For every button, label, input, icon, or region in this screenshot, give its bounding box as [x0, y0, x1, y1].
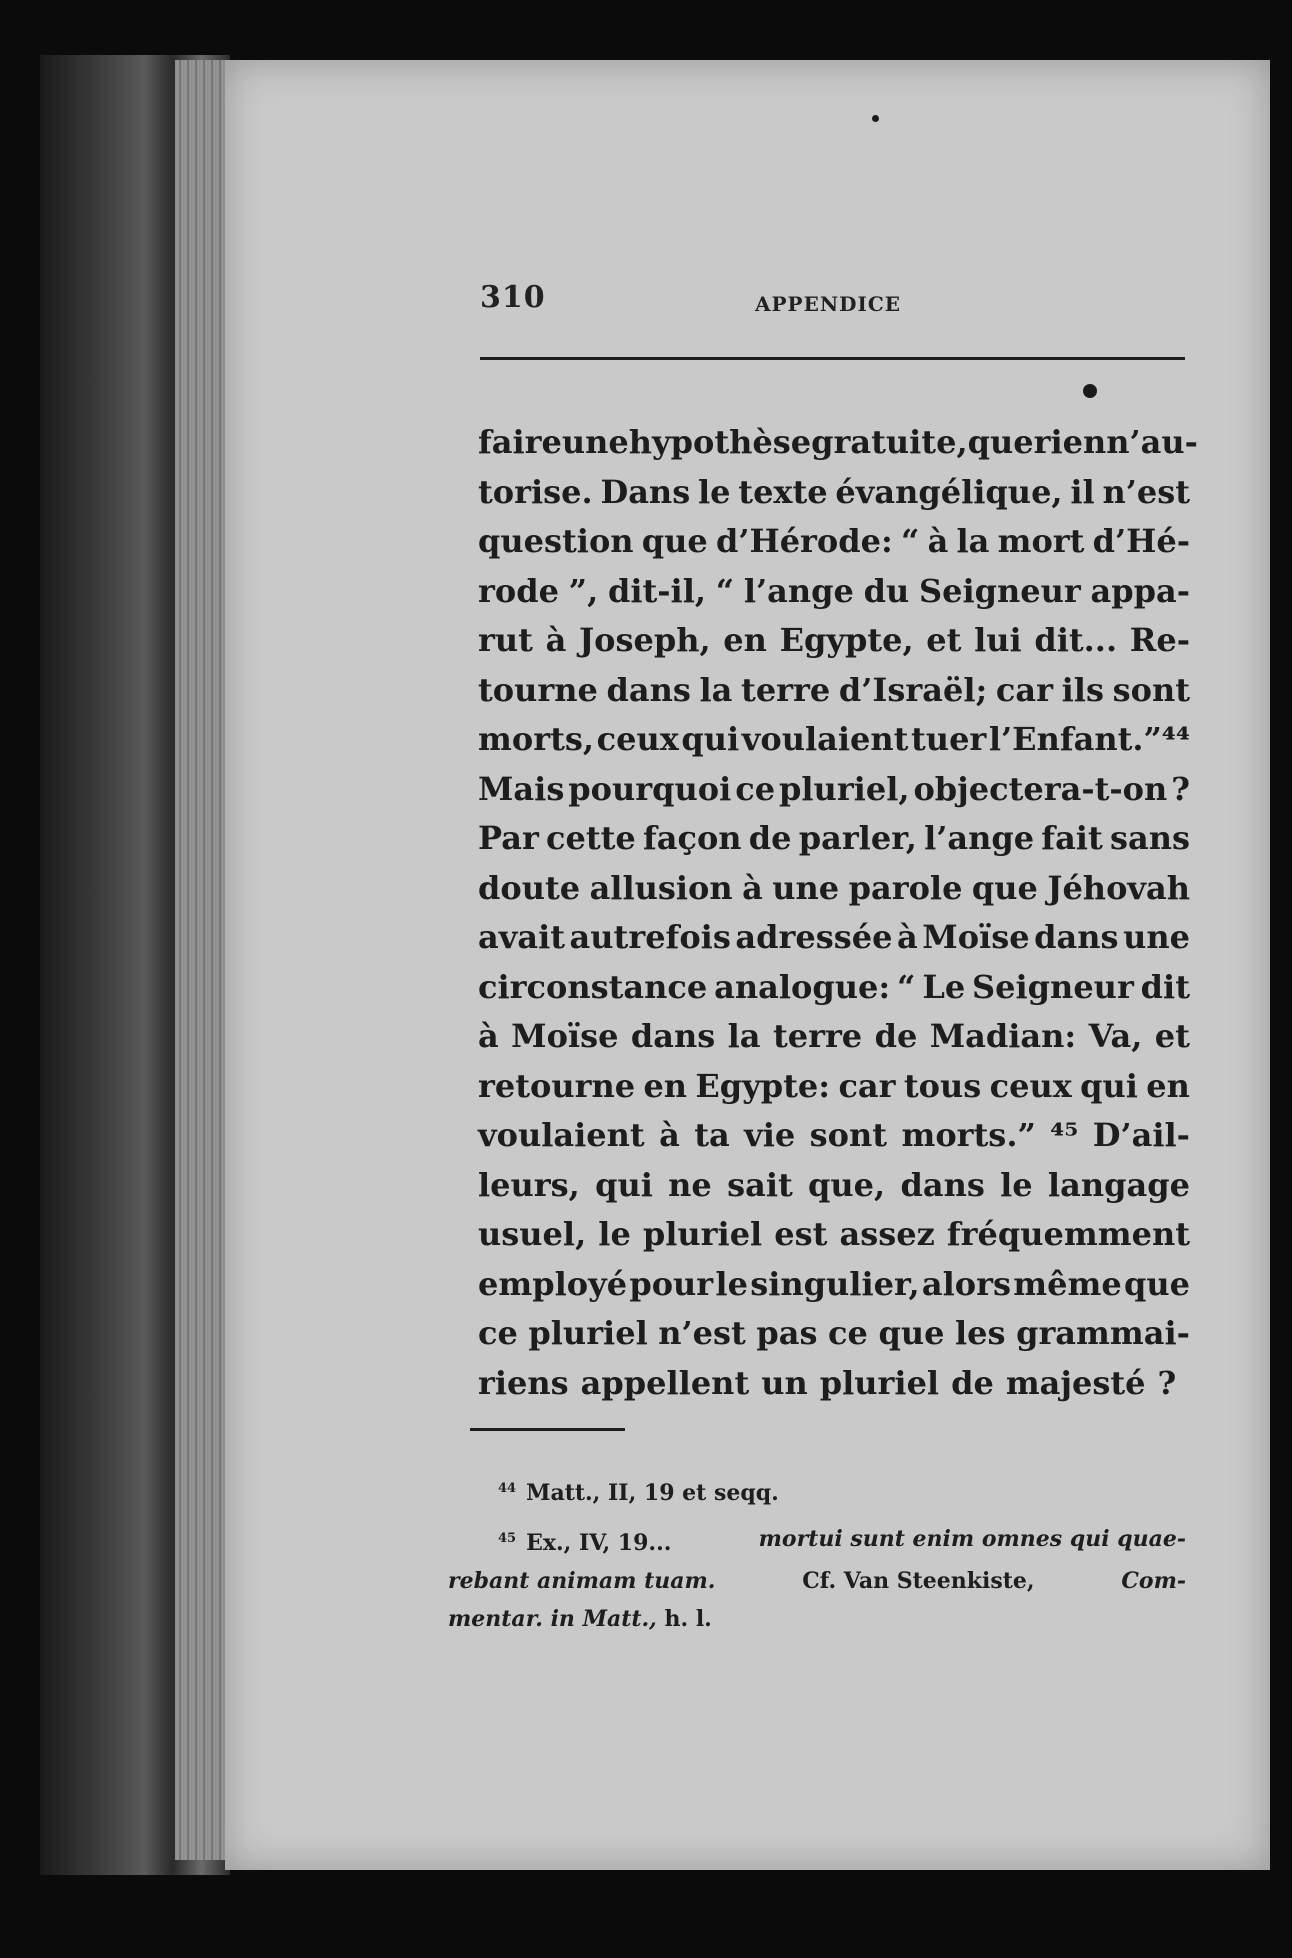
body-line: [478, 1260, 1190, 1310]
word: sont: [809, 1116, 888, 1154]
word: que,: [808, 1165, 886, 1204]
word: à: [478, 1017, 499, 1055]
body-line: [478, 765, 1190, 815]
word: rut: [478, 621, 533, 659]
body-line: [478, 1062, 1190, 1112]
word: à: [742, 868, 763, 907]
word: sait: [727, 1165, 793, 1204]
word: à: [897, 918, 918, 956]
word: il: [1070, 472, 1095, 511]
word: circonstance: [478, 967, 708, 1006]
word: usuel,: [478, 1215, 587, 1253]
word: avait: [478, 918, 565, 956]
word: cette: [546, 819, 636, 857]
word: “: [900, 522, 920, 560]
word: est: [774, 1215, 828, 1253]
footnote-45: [448, 1520, 1186, 1562]
footnote-text: Ex., IV, 19...: [526, 1530, 672, 1556]
word: dans: [900, 1165, 985, 1204]
word: ”,: [568, 571, 599, 610]
word: fréquemment: [946, 1215, 1190, 1253]
word: les: [954, 1314, 1006, 1352]
word: car: [995, 670, 1053, 709]
word: majesté: [1005, 1363, 1146, 1402]
word: dit-il,: [607, 571, 706, 610]
body-line: [478, 963, 1190, 1013]
word: d’Israël;: [838, 670, 988, 709]
body-line: [478, 1161, 1190, 1211]
word: n’est: [1102, 472, 1190, 511]
word: un: [761, 1363, 808, 1402]
word: assez: [839, 1215, 935, 1253]
word: en: [643, 1066, 688, 1105]
footnotes: [448, 1470, 1186, 1638]
word: sont: [1112, 670, 1190, 709]
running-head: APPENDICE: [755, 292, 901, 316]
word: pluriel: [819, 1363, 940, 1402]
word: employé: [478, 1264, 628, 1303]
word: singulier,: [750, 1264, 920, 1303]
word: langage: [1047, 1165, 1190, 1204]
body-line: [478, 864, 1190, 914]
word: Seigneur: [919, 571, 1081, 610]
word: Madian:: [929, 1017, 1077, 1055]
word: hypothèse: [628, 423, 812, 461]
word: pourquoi: [568, 769, 732, 808]
word: n’est: [658, 1314, 746, 1352]
word: autrefois: [569, 918, 731, 956]
word: ils: [1061, 670, 1104, 709]
word: terre: [741, 670, 831, 709]
word: une: [772, 868, 840, 907]
word: de: [874, 1017, 918, 1055]
word: voulaient: [741, 720, 909, 758]
footnote-text: Cf. Van Steenkiste,: [802, 1568, 1035, 1594]
word: leurs,: [478, 1165, 580, 1204]
word: D’ail-: [1092, 1116, 1190, 1154]
word: tourne: [478, 670, 598, 709]
word: terre: [772, 1017, 863, 1055]
word: le: [598, 1215, 631, 1253]
footnote-45-end: [448, 1600, 1186, 1638]
word: faire: [478, 423, 562, 461]
word: fait: [1041, 819, 1103, 857]
ink-speck: [872, 115, 879, 122]
word: Moïse: [511, 1017, 619, 1055]
word: une: [1123, 918, 1190, 956]
word: “: [897, 967, 916, 1006]
word: même: [1013, 1264, 1122, 1303]
word: alors: [921, 1264, 1011, 1303]
body-line: [478, 468, 1190, 518]
word: que: [878, 1314, 945, 1352]
word: appellent: [580, 1363, 750, 1402]
footnote-rule: [470, 1428, 625, 1431]
footnote-text: Matt., II, 19 et seqq.: [526, 1480, 779, 1506]
footnote-quote: rebant animam tuam.: [448, 1568, 716, 1594]
word: Mais: [478, 769, 565, 808]
word: à: [545, 621, 567, 659]
word: morts.”: [901, 1116, 1036, 1154]
word: le: [697, 472, 731, 511]
word: à: [659, 1116, 680, 1154]
word: la: [699, 670, 733, 709]
word: ?: [1171, 769, 1190, 808]
word: en: [723, 621, 767, 659]
word: dans: [630, 1017, 716, 1055]
word: du: [863, 571, 910, 610]
word: que: [641, 522, 708, 560]
word: ceux: [596, 720, 679, 758]
footnote-marker: 45: [498, 1531, 517, 1546]
word: doute: [478, 868, 581, 907]
word: car: [838, 1066, 896, 1105]
word: évangélique,: [835, 472, 1063, 511]
footnote-text: h. l.: [664, 1606, 712, 1632]
word: question: [478, 522, 634, 560]
word: mort: [997, 522, 1085, 560]
word: le: [1000, 1165, 1033, 1204]
footnote-44: [448, 1470, 1186, 1512]
word: lui: [974, 621, 1022, 659]
word: dit...: [1034, 621, 1118, 659]
word: vie: [744, 1116, 796, 1154]
word: que: [1123, 1264, 1190, 1303]
footnote-marker: 44: [498, 1481, 517, 1496]
word: Le: [922, 967, 966, 1006]
word: l’ange: [924, 819, 1035, 857]
word: l’ange: [743, 571, 854, 610]
body-line: [478, 1210, 1190, 1260]
word: Seigneur: [972, 967, 1134, 1006]
word: Dans: [600, 472, 691, 511]
body-line: [478, 616, 1190, 666]
word: et: [1154, 1017, 1190, 1055]
word: voulaient: [478, 1116, 645, 1154]
word: rode: [478, 571, 559, 610]
word: ne: [668, 1165, 712, 1204]
word: adressée: [735, 918, 893, 956]
header-rule: [480, 357, 1185, 360]
word: dans: [606, 670, 691, 709]
word: de: [951, 1363, 994, 1402]
body-line: [478, 517, 1190, 567]
word: appa-: [1090, 571, 1190, 610]
word: ta: [694, 1116, 730, 1154]
body-line: [478, 666, 1190, 716]
word: pluriel,: [779, 769, 910, 808]
footnote-quote: mortui sunt enim omnes qui quae-: [758, 1526, 1186, 1552]
word: dans: [1034, 918, 1119, 956]
word: la: [727, 1017, 761, 1055]
word: torise.: [478, 472, 593, 511]
word: d’Hé-: [1092, 522, 1190, 560]
word: dit: [1140, 967, 1190, 1006]
word: Egypte:: [695, 1066, 831, 1105]
word: d’Hérode:: [715, 522, 893, 560]
word: que: [971, 868, 1038, 907]
word: Va,: [1088, 1017, 1143, 1055]
word: ⁴⁵: [1050, 1116, 1079, 1154]
word: de: [748, 819, 792, 857]
word: parole: [848, 868, 963, 907]
word: “: [715, 571, 735, 610]
word: grammai-: [1016, 1314, 1190, 1352]
word: pluriel: [528, 1314, 648, 1352]
body-line: [478, 814, 1190, 864]
body-line: [478, 567, 1190, 617]
word: analogue:: [714, 967, 891, 1006]
word: ceux: [989, 1066, 1072, 1105]
word: riens: [478, 1363, 569, 1402]
body-line: [478, 1111, 1190, 1161]
body-line: [478, 1359, 1190, 1409]
word: pas: [756, 1314, 818, 1352]
word: tous: [903, 1066, 982, 1105]
footnote-title: mentar. in Matt.,: [448, 1606, 657, 1632]
word: gratuite,que: [811, 423, 1034, 461]
body-text: [478, 418, 1198, 1408]
body-line: [478, 715, 1190, 765]
word: parler,: [798, 819, 917, 857]
word: le: [715, 1264, 748, 1303]
word: la: [956, 522, 990, 560]
word: rien: [1033, 423, 1107, 461]
word: ce: [478, 1314, 518, 1352]
word: qui: [681, 720, 740, 758]
word: Par: [478, 819, 539, 857]
ink-speck: [1083, 384, 1097, 398]
word: pluriel: [642, 1215, 763, 1253]
word: Moïse: [922, 918, 1030, 956]
word: retourne: [478, 1066, 636, 1105]
word: allusion: [589, 868, 733, 907]
word: et: [926, 621, 962, 659]
body-line: [478, 418, 1198, 468]
word: en: [1146, 1066, 1190, 1105]
footnote-title: Com-: [1121, 1568, 1186, 1594]
word: texte: [738, 472, 828, 511]
word: une: [561, 423, 629, 461]
word: objectera-t-on: [913, 769, 1168, 808]
word: l’Enfant.”⁴⁴: [988, 720, 1190, 758]
word: Jéhovah: [1047, 868, 1190, 907]
word: à: [927, 522, 949, 560]
word: façon: [642, 819, 742, 857]
word: pour: [629, 1264, 714, 1303]
word: sans: [1109, 819, 1190, 857]
body-line: [478, 1309, 1190, 1359]
word: n’au-: [1106, 423, 1198, 461]
word: qui: [595, 1165, 653, 1204]
footnote-45-cont: [448, 1562, 1186, 1600]
word: Joseph,: [578, 621, 711, 659]
page-stack-edge: [175, 60, 225, 1860]
word: Egypte,: [779, 621, 914, 659]
word: ce: [735, 769, 776, 808]
word: tuer: [911, 720, 987, 758]
word: ?: [1157, 1363, 1177, 1402]
body-line: [478, 913, 1190, 963]
page-number: 310: [480, 280, 546, 315]
body-line: [478, 1012, 1190, 1062]
word: ce: [828, 1314, 868, 1352]
word: Re-: [1129, 621, 1190, 659]
word: morts,: [478, 720, 594, 758]
word: qui: [1080, 1066, 1138, 1105]
